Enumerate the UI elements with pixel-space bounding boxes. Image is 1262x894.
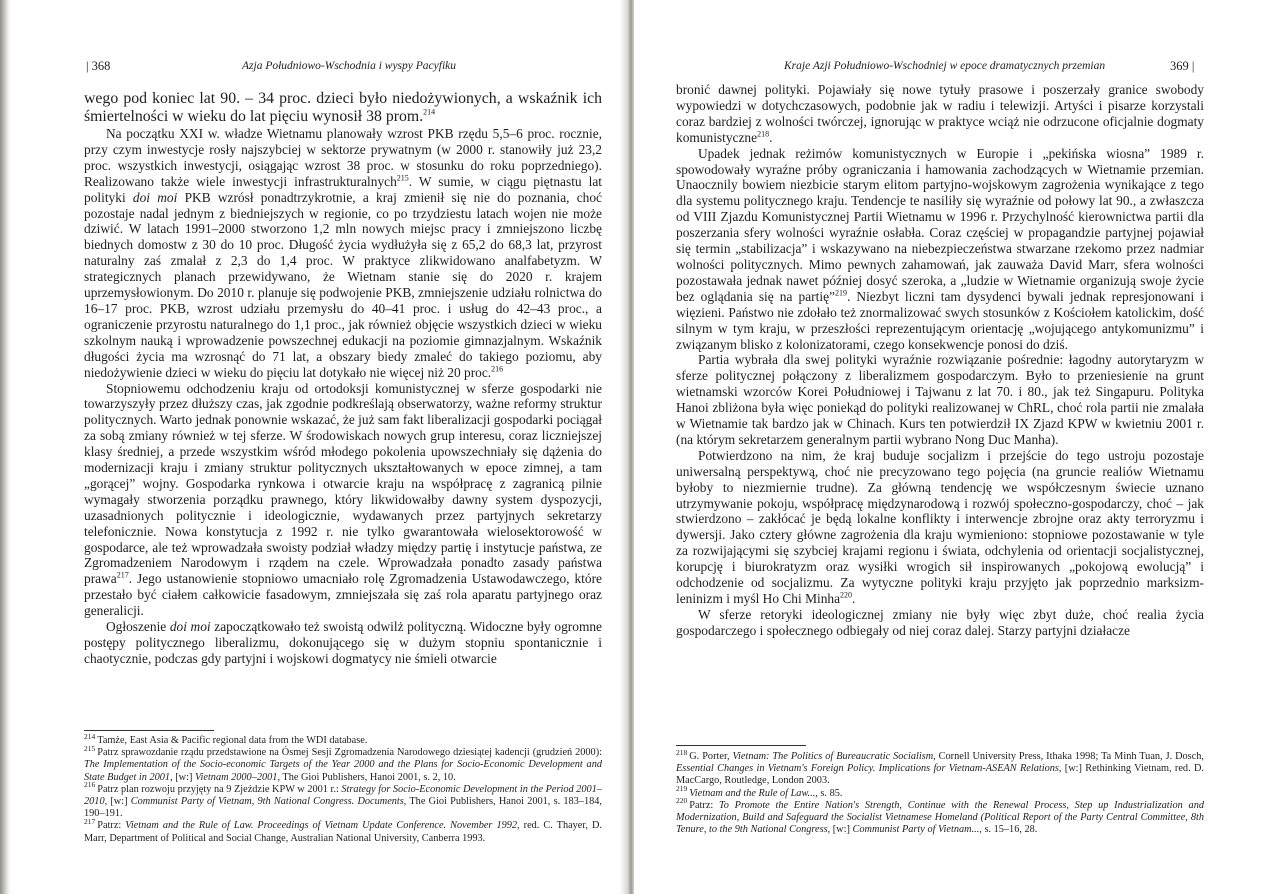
footnote-ref: 218 [757, 129, 770, 139]
body-text [84, 90, 602, 667]
paragraph: Na początku XXI w. władze Wietnamu planowały wzrost PKB rzędu 5,5–6 proc. rocznie, przy czym inwestycje rosły najszybciej w sektorze prywatnym (w 2000 r. stanowiły już 23,2 proc. wszystkich inwestycji, osiągając wzrost 38 proc. w stosunku do roku poprzedniego). Realizowano także wiele inwestycji infrastrukturalnych$^{215}$. W sumie, w ciągu piętnastu lat polityki doi moi PKB wzrósł ponadtrzykrotnie, a kraj zmienił się nie do poznania, choć pozostaje nadal jednym z biedniejszych w regionie, co po trzydziestu latach wojen nie może dziwić. W latach 1991–2000 stworzono 1,2 mln nowych miejsc pracy i zmniejszono liczbę biednych domostw z 30 do 10 proc. Długość życia wydłużyła się z 65,2 do 68,3 lat, przyrost naturalny zaś zmalał z 2,3 do 1,4 proc. W praktyce zlikwidowano analfabetyzm. W strategicznych planach przewidywano, że Wietnam stanie się do 2020 r. krajem uprzemysłowionym. Do 2010 r. planuje się podwojenie PKB, zmniejszenie udziału rolnictwa do 16–17 proc. PKB, wzrost udziału przemysłu do 40–41 proc. i usług do 42–43 proc., a ograniczenie przyrostu naturalnego do 1,1 proc., jak również objęcie wszystkich dzieci w wieku szkolnym nauką i wprowadzenie powszechnej edukacji na poziomie gimnazjalnym. Wskaźnik długości życia ma wzrosnąć do 71 lat, a obszary biedy zmaleć do takiego poziomu, aby niedożywienie dzieci w wieku do pięciu lat dotykało nie więcej niż 20 proc.$^{216}$ [84, 126, 602, 380]
footnotes [676, 747, 1205, 836]
body-text [676, 82, 1204, 639]
footnote-rule [676, 745, 806, 746]
footnote-ref: 217 [116, 570, 129, 580]
footnote: $^{218}$ G. Porter, Vietnam: The Politics of Bureaucratic Socialism, Cornell University Press, Ithaka 1998; Ta Minh Tuan, J. Dosch, Essential Changes in Vietnam's Foreign Policy. Implications for Vietnam-ASEAN Relations, [w:] Rethinking Vietnam, red. D. MacCargo, Routledge, London 2003. [676, 747, 1204, 787]
footnote: $^{215}$ Patrz sprawozdanie rządu przedstawione na Ósmej Sesji Zgromadzenia Narodowego dziesiątej kadencji (grudzień 2000): The Implementation of the Socio-economic Targets of the Year 2000 and the Plans for Socio-Economic Development and State Budget in 2001, [w:] Vietnam 2000–2001, The Gioi Publishers, Hanoi 2001, s. 2, 10. [84, 743, 602, 783]
footnote-ref: 214 [423, 107, 436, 117]
page-edge-shadow [0, 0, 10, 894]
running-header: Kraje Azji Południowo-Wschodniej w epoce dramatycznych przemian [784, 60, 1106, 72]
footnote: $^{217}$ Patrz: Vietnam and the Rule of Law. Proceedings of Vietnam Update Conference. November 1992, red. C. Thayer, D. Marr, Department of Political and Social Change, Australian National University, Canberra 1993. [84, 817, 602, 844]
left-page [0, 0, 628, 894]
footnote: $^{216}$ Patrz plan rozwoju przyjęty na 9 Zjeździe KPW w 2001 r.: Strategy for Socio-Economic Development in the Period 2001–2010, [w:] Communist Party of Vietnam, 9th National Congress. Documents, The Gioi Publishers, Hanoi 2001, s. 183–184, 190–191. [84, 780, 602, 820]
footnote-ref: 220 [840, 590, 853, 600]
paragraph: Partia wybrała dla swej polityki wyraźnie rozwiązanie pośrednie: łagodny autorytaryzm w sferze politycznej połączony z liberalizmem gospodarczym. Było to przeniesienie na grunt wietnamski wzorców Korei Południowej i Tajwanu z lat 70. i 80., jak też Singapuru. Polityka Hanoi zbliżona była więc poniekąd do polityki realizowanej w ChRL, choć rola partii nie zmalała w Wietnamie tak bardzo jak w Chinach. Kurs ten potwierdził IX Zjazd KPW w kwietniu 2001 r. (na którym sekretarzem generalnym partii wybrano Nong Duc Manha). [676, 352, 1204, 447]
paragraph: Potwierdzono na nim, że kraj buduje socjalizm i przejście do tego ustroju pozostaje uniwersalną perspektywą, choć nie precyzowano tego pojęcia (na gruncie realiów Wietnamu byłoby to niezmiernie trudne). Za główną tendencję we współczesnym świecie uznano utrzymywanie pokoju, współpracę międzynarodową i rozwój społeczno-gospodarczy, choć – jak stwierdzono – zakłócać je będą lokalne konflikty i interwencje zbrojne oraz akty terroryzmu i dywersji. Jako cztery główne zagrożenia dla kraju wymieniono: stopniowe pozostawanie w tyle za rozwijającymi się szybciej krajami regionu i świata, odchylenia od orientacji socjalistycznej, korupcję i biurokratyzm oraz wysiłki wrogich sił inspirowanych „pokojową ewolucją” i odchodzenie od socjalizmu. Za wytyczne polityki kraju przyjęto jak poprzednio marksizm-leninizm i myśl Ho Chi Minha$^{220}$. [676, 447, 1204, 606]
paragraph: Ogłoszenie doi moi zapoczątkowało też swoistą odwilż polityczną. Widoczne były ogromne postępy politycznego liberalizmu, dokonującego się w dużym stopniu spontanicznie i chaotycznie, podczas gdy partyjni i wojskowi dogmatycy nie śmieli otwarcie [84, 619, 602, 666]
paragraph: wego pod koniec lat 90. – 34 proc. dzieci było niedożywionych, a wskaźnik ich śmiertelności w wieku do lat pięciu wynosił 38 prom.$^{214}$ [84, 90, 602, 125]
running-header: Azja Południowo-Wschodnia i wyspy Pacyfiku [242, 60, 456, 72]
footnote-ref: 216 [491, 364, 504, 374]
footnotes [84, 731, 602, 845]
page-number: 369 | [1170, 59, 1195, 73]
paragraph: bronić dawnej polityki. Pojawiały się nowe tytuły prasowe i poszerzały granice swobody wypowiedzi w dotychczasowych, podobnie jak w radiu i telewizji. Artyści i pisarze korzystali coraz bardziej z wolności twórczej, ignorując w praktyce wciąż nie odrzucone oficjalnie dogmaty komunistyczne$^{218}$. [676, 82, 1204, 145]
footnote-rule [84, 730, 214, 731]
page-number: | 368 [86, 59, 111, 73]
footnote-ref: 219 [834, 288, 847, 298]
footnote: $^{214}$ Tamże, East Asia & Pacific regional data from the WDI database. [84, 731, 368, 746]
paragraph: Stopniowemu odchodzeniu kraju od ortodoksji komunistycznej w sferze gospodarki nie towarzyszyły przez dłuższy czas, jak zgodnie podkreślają obserwatorzy, ważne reformy struktur politycznych. Warto jednak ponownie wskazać, że już sam fakt liberalizacji gospodarki pociągał za sobą zmiany również w tej sferze. W środowiskach nowych grup interesu, coraz liczniejszej klasy średniej, a przede wszystkim wśród młodego pokolenia upowszechniały się dążenia do modernizacji kraju i zmiany struktur politycznych ukształtowanych w epoce zimnej, a tam „gorącej” wojny. Gospodarka rynkowa i otwarcie kraju na współpracę z zagranicą pilnie wymagały stworzenia porządku prawnego, który likwidowałby dawny system dyspozycji, uzasadnionych politycznie i ideologicznie, wydawanych przez partyjnych sekretarzy telefonicznie. Nowa konstytucja z 1992 r. nie tylko gwarantowała wielosektorowość w gospodarce, ale też wprowadzała swoisty podział władzy między partię i instytucje państwa, ze Zgromadzeniem Narodowym i rządem na czele. Wprowadzała ponadto zasady państwa prawa$^{217}$. Jego ustanowienie stopniowo umacniało rolę Zgromadzenia Ustawodawczego, które przestało być ciałem całkowicie fasadowym, zmniejszała się zaś rola aparatu partyjnego oraz generalicji. [84, 380, 602, 619]
footnote: $^{219}$ Vietnam and the Rule of Law..., s. 85. [676, 784, 843, 799]
right-page [634, 0, 1262, 894]
paragraph: W sferze retoryki ideologicznej zmiany nie były więc zbyt duże, choć realia życia gospodarczego i społecznego odbiegały od niej coraz dalej. Starzy partyjni działacze [676, 606, 1204, 638]
footnote: $^{220}$ Patrz: To Promote the Entire Nation's Strength, Continue with the Renewal Process, Step up Industrialization and Modernization, Build and Safeguard the Socialist Vietnamese Homeland (Political Report of the Party Central Committee, 8th Tenure, to the 9th National Congress, [w:] Communist Party of Vietnam..., s. 15–16, 28. [676, 796, 1205, 836]
paragraph: Upadek jednak reżimów komunistycznych w Europie i „pekińska wiosna” 1989 r. spowodowały wyraźne próby ograniczania i hamowania zachodzących w Wietnamie przemian. Unaocznily bowiem niezbicie starym elitom partyjno-wojskowym zagrożenia wynikające z tego dla systemu politycznego kraju. Tendencje te nasiliły się wyraźnie od połowy lat 90., a zwłaszcza od VIII Zjazdu Komunistycznej Partii Wietnamu w 1996 r. Przychylność kierownictwa partii dla poszerzania sfery wolności wyraźnie osłabła. Coraz częściej w propagandzie partyjnej pojawiał się termin „stabilizacja” i wskazywano na niebezpieczeństwa stwarzane rzekomo przez nadmiar wolności politycznych. Mimo pewnych zahamowań, jak zauważa David Marr, sfera wolności pozostawała jednak nawet później dosyć szeroka, a „ludzie w Wietnamie organizują swoje życie bez oglądania się na partię”$^{219}$. Niezbyt liczni tam dysydenci bywali jednak represjonowani i więzieni. Państwo nie zdołało też znormalizować swych stosunków z Kościołem katolickim, dość silnym w tym kraju, w przeszłości reprezentującym orientację „wojującego antykomunizmu” i związanym blisko z kolonizatorami, czego konsekwencje ponosi do dziś. [676, 145, 1204, 352]
footnote-ref: 215 [396, 173, 409, 183]
